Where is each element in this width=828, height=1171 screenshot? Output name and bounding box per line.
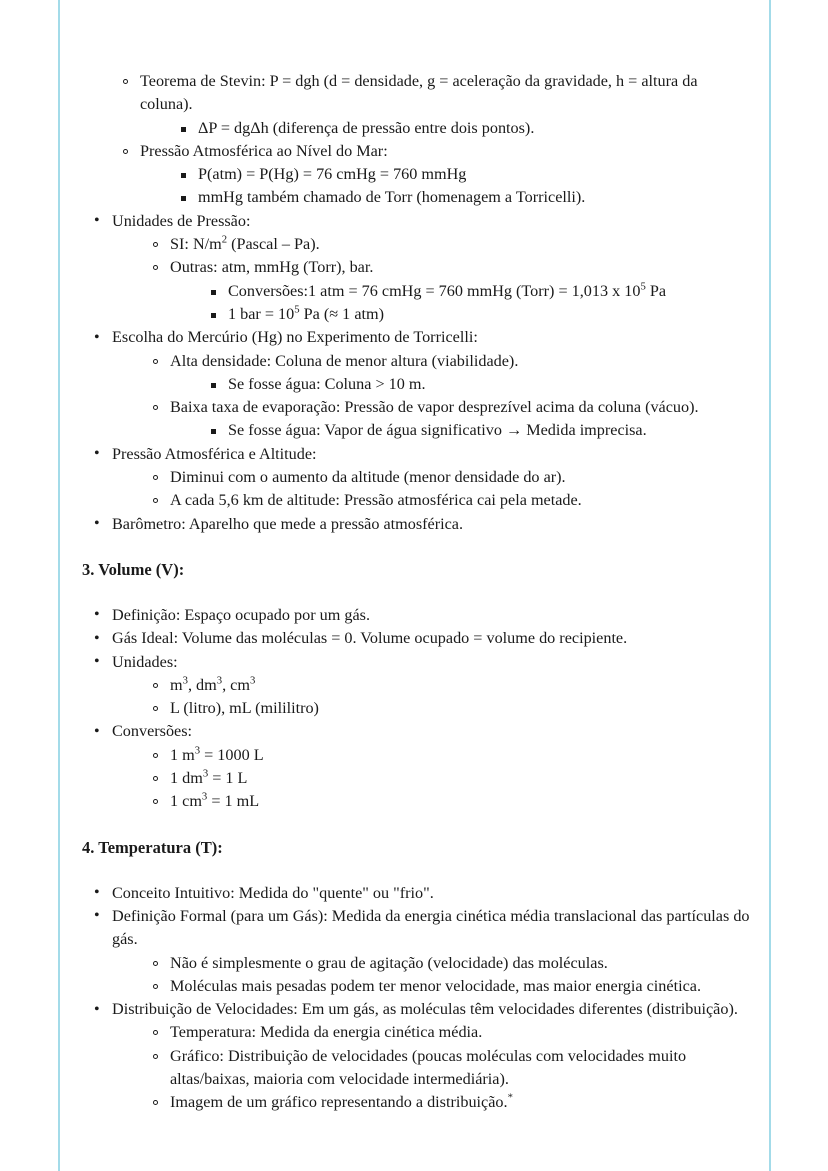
list-item	[198, 419, 752, 442]
list-item-text: Definição Formal (para um Gás): Medida da energia cinética média translacional das partículas do gás.	[112, 906, 750, 949]
list-item	[82, 882, 752, 905]
spacer	[82, 581, 752, 604]
spacer	[82, 814, 752, 836]
list-item-text: A cada 5,6 km de altitude: Pressão atmosférica cai pela metade.	[170, 491, 582, 510]
spacer	[82, 536, 752, 558]
list-item	[82, 651, 752, 721]
list-item-text: Pressão Atmosférica e Altitude:	[112, 444, 317, 463]
list-item-text: Outras: atm, mmHg (Torr), bar.	[170, 258, 374, 277]
bullet-sublist	[140, 952, 752, 999]
bullet-subsublist	[198, 280, 752, 327]
list-item	[82, 513, 752, 536]
list-item-text: Se fosse água: Vapor de água significativo → Medida imprecisa.	[228, 421, 647, 440]
list-item	[82, 326, 752, 442]
list-item	[140, 790, 752, 813]
list-item-text: $m^3$, $dm^3$, $cm^3$	[170, 674, 256, 694]
list-item-text: Se fosse água: Coluna > 10 m.	[228, 374, 426, 393]
spacer	[82, 859, 752, 882]
list-item-text: Conversões:1 atm = 76 cmHg = 760 mmHg (Torr) = 1,013 x $10^5$ Pa	[228, 280, 667, 300]
bullet-list	[82, 70, 752, 536]
list-item	[82, 998, 752, 1114]
list-item	[82, 627, 752, 650]
bullet-list	[82, 604, 752, 814]
list-item	[82, 720, 752, 813]
bullet-sublist	[140, 350, 752, 443]
list-item-text: Unidades de Pressão:	[112, 211, 251, 230]
list-item	[198, 280, 752, 303]
list-item	[110, 140, 752, 210]
bullet-sublist	[140, 233, 752, 326]
list-item	[82, 210, 752, 326]
section-heading: 4. Temperatura (T):	[82, 837, 223, 857]
list-item-text: Teorema de Stevin: P = dgh (d = densidade, g = aceleração da gravidade, h = altura da coluna).	[140, 72, 698, 114]
bullet-subsublist	[168, 163, 752, 210]
list-item-text: SI: $N/m^2$ (Pascal – Pa).	[170, 233, 320, 254]
bullet-sublist	[140, 466, 752, 513]
list-item-text: Gás Ideal: Volume das moléculas = 0. Volume ocupado = volume do recipiente.	[112, 629, 628, 648]
list-item-text: ΔP = dgΔh (diferença de pressão entre dois pontos).	[198, 118, 535, 137]
list-item	[140, 233, 752, 256]
list-item	[168, 117, 752, 140]
bullet-subsublist	[168, 117, 752, 140]
list-item-text: L (litro), mL (mililitro)	[170, 699, 319, 718]
list-item-text: mmHg também chamado de Torr (homenagem a Torricelli).	[198, 188, 586, 207]
list-item	[140, 744, 752, 767]
list-item	[198, 303, 752, 326]
list-item	[140, 489, 752, 512]
list-item-text: Pressão Atmosférica ao Nível do Mar:	[140, 141, 388, 160]
list-item-text: Alta densidade: Coluna de menor altura (viabilidade).	[170, 351, 519, 370]
list-item	[140, 952, 752, 975]
list-item	[198, 373, 752, 396]
list-item-text: Escolha do Mercúrio (Hg) no Experimento de Torricelli:	[112, 328, 478, 347]
list-item-text: Conceito Intuitivo: Medida do "quente" ou "frio".	[112, 883, 434, 902]
document-body	[82, 70, 752, 1115]
list-item-text: 1 $dm^3 = 1$ L	[170, 767, 248, 788]
list-item-text: Conversões:	[112, 722, 193, 741]
list-item-text: Moléculas mais pesadas podem ter menor velocidade, mas maior energia cinética.	[170, 976, 701, 995]
list-item-text: Baixa taxa de evaporação: Pressão de vapor desprezível acima da coluna (vácuo).	[170, 398, 699, 417]
bullet-sublist	[140, 1021, 752, 1114]
list-item	[82, 905, 752, 998]
bullet-subsublist	[198, 419, 752, 442]
list-item-text: Diminui com o aumento da altitude (menor densidade do ar).	[170, 468, 566, 487]
list-item-text: Barômetro: Aparelho que mede a pressão atmosférica.	[112, 514, 464, 533]
list-item	[82, 604, 752, 627]
list-item-text: Não é simplesmente o grau de agitação (velocidade) das moléculas.	[170, 953, 608, 972]
list-item	[140, 674, 752, 697]
list-item	[140, 767, 752, 790]
list-item	[140, 256, 752, 326]
list-item-text: Gráfico: Distribuição de velocidades (poucas moléculas com velocidades muito altas/baixas, maioria com velocidade intermediária).	[170, 1046, 687, 1088]
bullet-subsublist	[198, 373, 752, 396]
list-item	[140, 350, 752, 397]
list-item	[110, 70, 752, 140]
bullet-sublist	[140, 674, 752, 721]
list-item-text: 1 $m^3 = 1000$ L	[170, 744, 264, 764]
list-item	[140, 1021, 752, 1044]
list-item-text: 1 $cm^3 = 1$ mL	[170, 790, 260, 811]
list-item-text: P(atm) = P(Hg) = 76 cmHg = 760 mmHg	[198, 165, 467, 184]
list-item	[168, 163, 752, 186]
list-item	[140, 466, 752, 489]
list-item	[140, 1091, 752, 1114]
bullet-list	[82, 882, 752, 1115]
list-item	[140, 697, 752, 720]
list-item	[82, 443, 752, 513]
section-heading: 3. Volume (V):	[82, 559, 185, 579]
bullet-sublist	[110, 70, 752, 210]
list-item-text: Imagem de um gráfico representando a distribuição.*	[170, 1091, 513, 1112]
list-item-text: Definição: Espaço ocupado por um gás.	[112, 605, 371, 624]
list-item-text: 1 bar = $10^5$ Pa (≈ 1 atm)	[228, 303, 384, 323]
list-item-text: Temperatura: Medida da energia cinética média.	[170, 1023, 483, 1042]
list-item-text: Distribuição de Velocidades: Em um gás, as moléculas têm velocidades diferentes (distribuição).	[112, 1000, 738, 1019]
list-item	[140, 396, 752, 443]
list-item	[140, 1045, 752, 1092]
list-item	[168, 186, 752, 209]
right-page-rule	[769, 0, 771, 1171]
list-item-text: Unidades:	[112, 652, 178, 671]
bullet-sublist	[140, 744, 752, 814]
left-page-rule	[58, 0, 60, 1171]
list-item	[140, 975, 752, 998]
